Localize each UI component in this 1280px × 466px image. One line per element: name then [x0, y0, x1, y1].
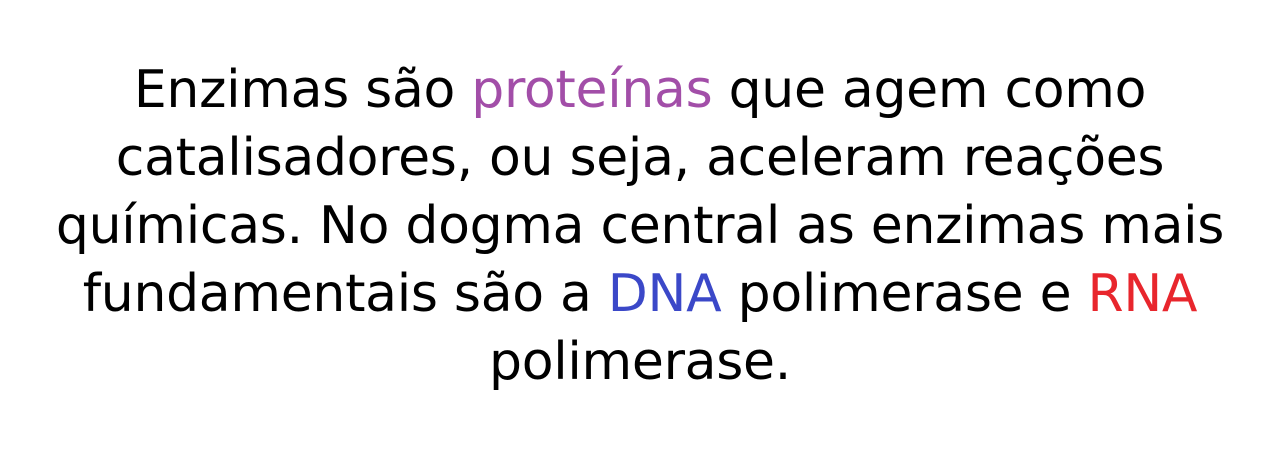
line-4-before: fundamentais são a: [82, 264, 608, 324]
paragraph-line-2: catalisadores, ou seja, aceleram reações: [115, 128, 1165, 188]
line-1-after: que agem como: [712, 60, 1147, 120]
paragraph-line-5: polimerase.: [489, 332, 791, 392]
enzyme-paragraph: [0, 56, 1280, 396]
paragraph-line-4: [0, 260, 1280, 328]
line-4-middle: polimerase e: [721, 264, 1088, 324]
highlight-dna: DNA: [607, 264, 722, 324]
highlight-rna: RNA: [1087, 264, 1198, 324]
paragraph-line-1: [0, 56, 1280, 124]
paragraph-line-3: químicas. No dogma central as enzimas mais: [55, 196, 1225, 256]
highlight-proteinas: proteínas: [471, 60, 713, 120]
line-1-before: Enzimas são: [133, 60, 472, 120]
